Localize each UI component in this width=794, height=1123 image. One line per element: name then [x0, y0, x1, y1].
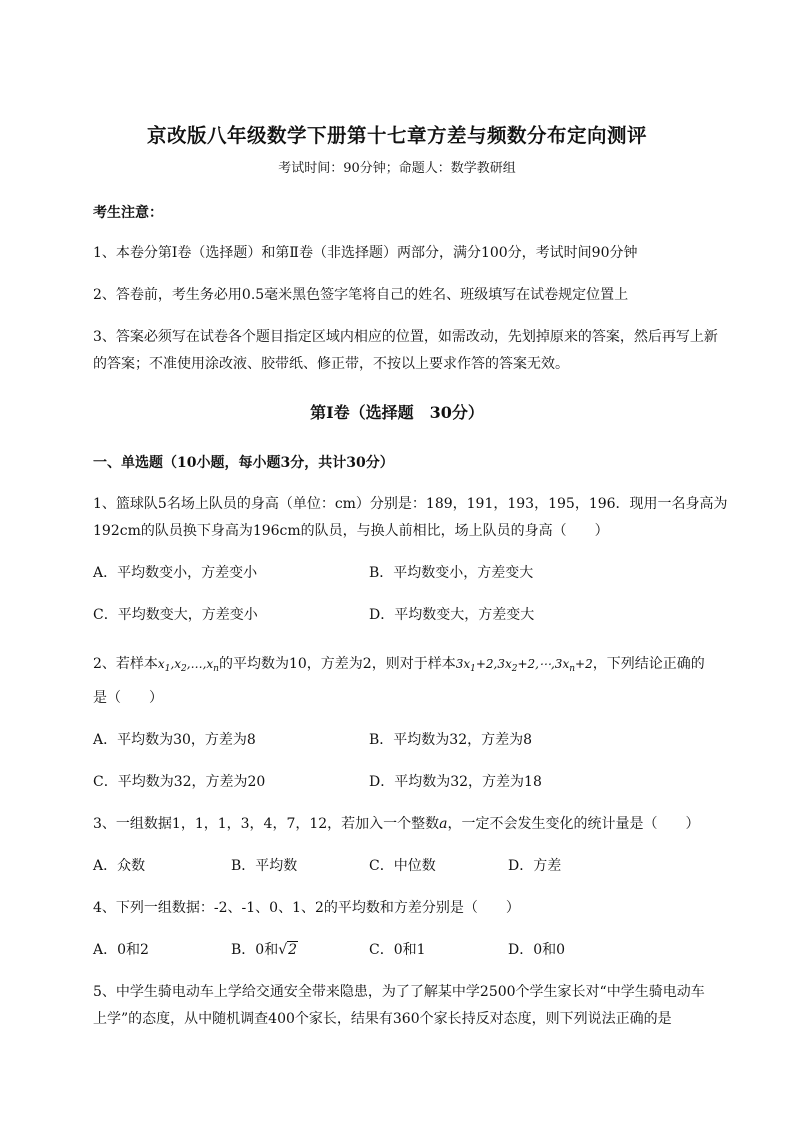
- q3-variable: a: [439, 816, 448, 832]
- q2-option-a: A．平均数为30，方差为8: [93, 732, 256, 748]
- q1-stem-line1: 1、篮球队5名场上队员的身高（单位：cm）分别是：189，191，193，195，196．现用一名身高为: [93, 496, 728, 512]
- q2-stem-line1: [93, 653, 705, 674]
- q4-option-b-prefix: B．0和: [231, 942, 279, 958]
- notice-item-3-cont: 的答案；不准使用涂改液、胶带纸、修正带，不按以上要求作答的答案无效。: [93, 356, 569, 372]
- q4-option-c: C．0和1: [369, 942, 426, 958]
- q2-prefix: 2、若样本: [93, 656, 158, 672]
- q3-option-a: A．众数: [93, 858, 146, 874]
- q3-option-d: D．方差: [508, 858, 562, 874]
- notice-item-3: 3、答案必须写在试卷各个题目指定区域内相应的位置，如需改动，先划掉原来的答案，然后再写上新: [93, 329, 718, 345]
- q1-option-b: B．平均数变小，方差变大: [369, 565, 534, 581]
- q3-option-c: C．中位数: [369, 858, 436, 874]
- q4-option-a: A．0和2: [93, 942, 149, 958]
- q5-stem-line1: 5、中学生骑电动车上学给交通安全带来隐患，为了了解某中学2500个学生家长对“中学生骑电动车: [93, 984, 705, 1000]
- q2-option-c: C．平均数为32，方差为20: [93, 774, 266, 790]
- q3-suffix: ，一定不会发生变化的统计量是（ ）: [447, 816, 700, 832]
- q4-stem: 4、下列一组数据：-2、-1、0、1、2的平均数和方差分别是（ ）: [93, 900, 520, 916]
- q4-option-d: D．0和0: [508, 942, 566, 958]
- notice-heading: 考生注意：: [93, 205, 163, 221]
- q2-sample-x: $x_1,x_2,\dots,x_n$: [157, 657, 219, 674]
- q1-option-c: C．平均数变大，方差变小: [93, 607, 258, 623]
- part-heading: 一、单选题（10小题，每小题3分，共计30分）: [93, 455, 394, 471]
- q3-option-b: B．平均数: [231, 858, 298, 874]
- q2-suffix: ，下列结论正确的: [592, 656, 705, 672]
- exam-subtitle: 考试时间：90分钟；命题人：数学教研组: [278, 161, 516, 176]
- q2-sample-transformed: $3x_1+2,3x_2+2,\cdots,3x_n+2$: [455, 657, 593, 674]
- q1-stem-line2: 192cm的队员换下身高为196cm的队员，与换人前相比，场上队员的身高（ ）: [93, 523, 609, 539]
- q1-option-a: A．平均数变小，方差变小: [93, 565, 258, 581]
- q2-stem-line2: 是（ ）: [93, 690, 163, 706]
- q2-option-b: B．平均数为32，方差为8: [369, 732, 533, 748]
- q4-sqrt-value: 2: [288, 942, 298, 958]
- q2-mid: 的平均数为10，方差为2，则对于样本: [218, 656, 456, 672]
- q1-option-d: D．平均数变大，方差变大: [369, 607, 535, 623]
- sqrt-symbol: √2: [278, 942, 298, 958]
- q2-option-d: D．平均数为32，方差为18: [369, 774, 542, 790]
- q3-stem: [93, 813, 700, 833]
- notice-item-1: 1、本卷分第Ⅰ卷（选择题）和第Ⅱ卷（非选择题）两部分，满分100分，考试时间90分钟: [93, 245, 638, 261]
- q5-stem-line2: 上学”的态度，从中随机调查400个家长，结果有360个家长持反对态度，则下列说法正确的是: [93, 1011, 672, 1027]
- section-title: 第Ⅰ卷（选择题 30分）: [310, 403, 484, 422]
- q4-option-b: [231, 939, 298, 959]
- notice-item-2: 2、答卷前，考生务必用0.5毫米黑色签字笔将自己的姓名、班级填写在试卷规定位置上: [93, 287, 629, 303]
- q3-prefix: 3、一组数据1，1，1，3，4，7，12，若加入一个整数: [93, 816, 440, 832]
- page-title: 京改版八年级数学下册第十七章方差与频数分布定向测评: [146, 124, 647, 147]
